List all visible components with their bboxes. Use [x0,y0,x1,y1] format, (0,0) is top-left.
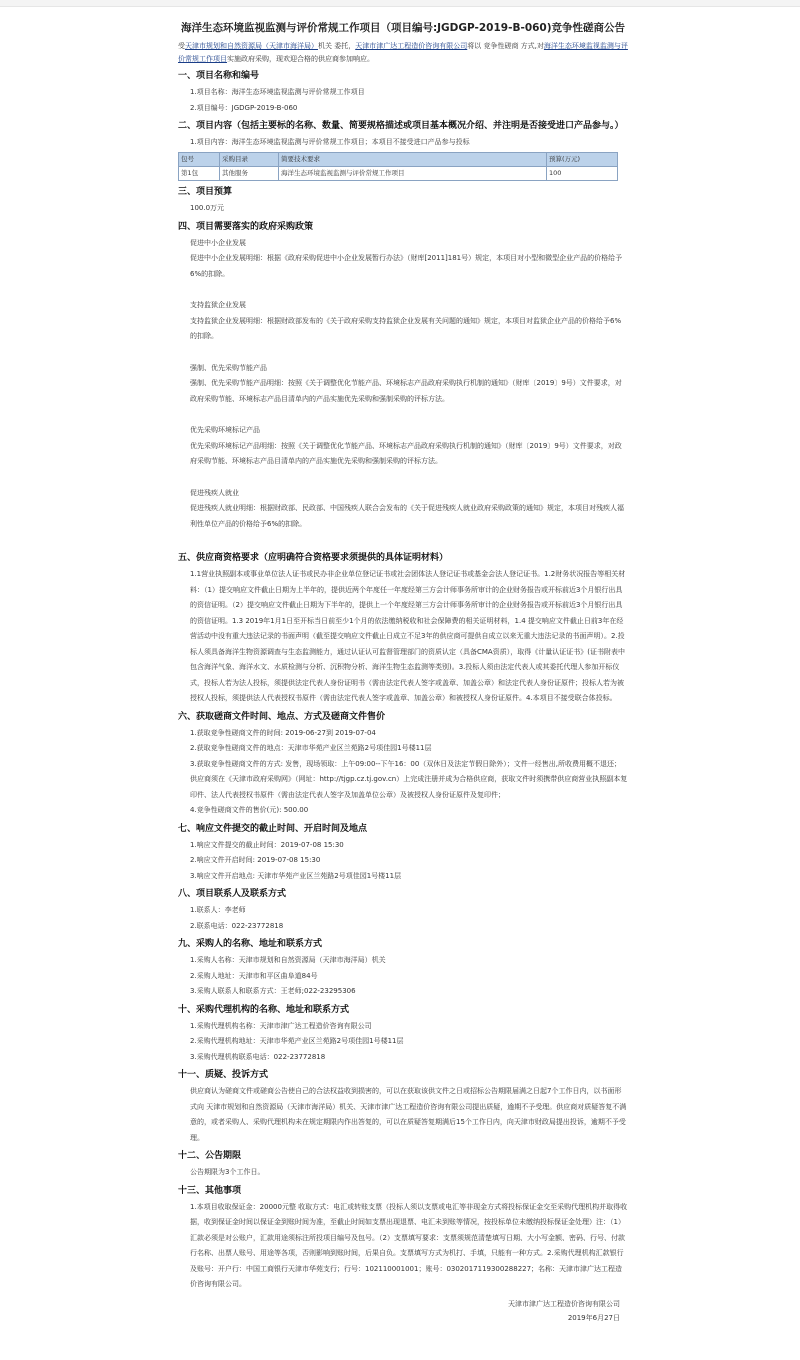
deadline-line: 1.响应文件提交的截止时间：2019-07-08 15:30 [190,840,344,849]
section-5-heading: 五、供应商资格要求（应明确符合资格要求须提供的具体证明材料） [178,553,449,564]
project-link[interactable]: 海洋生态环境监视监测与评价常规工作项目 [178,42,628,64]
cell-catalog: 其他服务 [220,167,279,181]
opening-time-line: 2.响应文件开启时间: 2019-07-08 15:30 [190,856,321,865]
section-6-heading: 六、获取磋商文件时间、地点、方式及磋商文件售价 [178,711,386,722]
announcement-document [178,21,628,1325]
signature-block [178,1297,628,1325]
intro-text-4: 实施政府采购，现欢迎合格的供应商参加响应。 [227,55,374,64]
agency-address-line: 2.采购代理机构地址：天津市华苑产业区兰苑路2号项佳园1号楼11层 [190,1037,404,1046]
purchaser-name-line: 1.采购人名称：天津市规划和自然资源局（天津市海洋局）机关 [190,956,386,965]
purchaser-link[interactable]: 天津市规划和自然资源局（天津市海洋局） [185,42,318,50]
intro-paragraph [178,40,628,66]
cell-budget: 100 [547,167,618,181]
policy-detail: 优先采购环境标记产品明细：按照《关于调整优化节能产品、环境标志产品政府采购执行机制的通知》（财库〔2019〕9号）文件要求，对政府采购节能、环境标志产品目清单内的产品实施优先采购和强制采购的评标方法。 [190,441,622,466]
contact-phone-line: 2.联系电话：022-23772818 [190,921,284,930]
col-header-package: 包号 [179,152,220,166]
section-3-heading: 三、项目预算 [178,187,233,198]
agency-phone-line: 3.采购代理机构联系电话：022-23772818 [190,1052,326,1061]
section-12-heading: 十二、公告期限 [178,1151,242,1162]
section-4-heading: 四、项目需要落实的政府采购政策 [178,221,314,232]
contact-person-line: 1.联系人：李老师 [190,906,246,915]
package-table [178,152,618,181]
announcement-period-line: 公告期限为3个工作日。 [190,1168,265,1177]
signature-date: 2019年6月27日 [567,1313,620,1322]
policy-title: 支持监狱企业发展 [190,301,246,310]
table-row [179,167,618,181]
agency-link[interactable]: 天津市津广达工程造价咨询有限公司 [355,42,468,50]
acquire-place-line: 2.获取竞争性磋商文件的地点：天津市华苑产业区兰苑路2号项佳园1号楼11层 [190,744,432,753]
policy-detail: 促进残疾人就业明细：根据财政部、民政部、中国残疾人联合会发布的《关于促进残疾人就业政府采购政策的通知》规定，本项目对残疾人福利性单位产品的价格给予6%的扣除。 [190,504,624,528]
purchaser-address-line: 2.采购人地址：天津市和平区曲阜道84号 [190,971,318,980]
opening-place-line: 3.响应文件开启地点: 天津市华苑产业区兰苑路2号项佳园1号楼11层 [190,871,402,880]
intro-text-2: 机关 委托， [318,42,356,50]
top-nav-bar [0,0,800,7]
col-header-catalog: 采购目录 [220,152,279,166]
col-header-budget: 预算(万元) [547,152,618,166]
agency-name-line: 1.采购代理机构名称：天津市津广达工程造价咨询有限公司 [190,1021,372,1030]
signature-org: 天津市津广达工程造价咨询有限公司 [508,1299,620,1308]
policy-title: 强制、优先采购节能产品 [190,363,267,372]
purchaser-contact-line: 3.采购人联系人和联系方式：王老师;022-23295306 [190,987,356,996]
complaint-text: 供应商认为磋商文件或磋商公告使自己的合法权益收到损害的，可以在获取该供文件之日或招标公告期限届满之日起7个工作日内，以书面形式向 天津市规划和自然资源局（天津市海洋局）机关、天津市津广达工程造价咨询有限公司提出质疑，逾期不予受理。供应商对质疑答复不满意的，或者采购人、采购代理机构未在规定期限内作出答复的，可以在质疑答复期满后15个工作日内，向天津市财政局提出投诉，逾期不予受理。 [190,1087,627,1142]
acquire-time-line: 1.获取竞争性磋商文件的时间: 2019-06-27到 2019-07-04 [190,728,376,737]
policy-title: 优先采购环境标记产品 [190,426,260,435]
col-header-requirements: 简要技术要求 [279,152,547,166]
section-9-heading: 九、采购人的名称、地址和联系方式 [178,939,323,950]
section-2-heading: 二、项目内容（包括主要标的名称、数量、简要规格描述或项目基本概况介绍、并注明是否接受进口产品参与。） [178,121,624,132]
cell-requirements: 海洋生态环境监视监测与评价常规工作项目 [279,167,547,181]
project-content-line: 1.项目内容：海洋生态环境监视监测与评价常规工作项目；本项目不接受进口产品参与投标 [190,138,470,147]
table-header-row [179,152,618,166]
policy-detail: 支持监狱企业发展明细：根据财政部发布的《关于政府采购支持监狱企业发展有关问题的通知》规定，本项目对监狱企业产品的价格给予6%的扣除。 [190,316,622,341]
page-title: 海洋生态环境监视监测与评价常规工作项目（项目编号:JGDGP-2019-B-060)竞争性磋商公告 [180,22,626,34]
intro-text-1: 受 [178,42,185,50]
budget-value: 100.0万元 [190,204,225,213]
section-7-heading: 七、响应文件提交的截止时间、开启时间及地点 [178,823,368,834]
intro-text-3: 将以 竞争性磋商 方式,对 [467,42,544,50]
document-price-line: 4.竞争性磋商文件的售价(元): 500.00 [190,806,309,815]
policy-detail: 强制、优先采购节能产品明细：按照《关于调整优化节能产品、环境标志产品政府采购执行机制的通知》（财库〔2019〕9号）文件要求，对政府采购节能、环境标志产品目清单内的产品实施优先采购和强制采购的评标方法。 [190,379,622,403]
section-8-heading: 八、项目联系人及联系方式 [178,889,287,900]
acquire-method-line: 3.获取竞争性磋商文件的方式: 发售，现场领取：上午09:00--下午16：00（双休日及法定节假日除外）；文件一经售出,所收费用概不退还；供应商须在《天津市政府采购网》（网址：http://tjgp.cz.tj.gov.cn）上完成注册并成为合格供应商，获取文件时须携带供应商营业执照副本复印件、法人代表授权书原件（需由法定代表人签字及加盖单位公章）及被授权人身份证原件及复印件； [190,759,628,799]
policy-title: 促进残疾人就业 [190,488,239,497]
project-number-line: 2.项目编号：JGDGP-2019-B-060 [190,103,298,112]
other-matters-text: 1.本项目收取保证金：20000元整 收取方式：电汇或转账支票（投标人须以支票或电汇等非现金方式将投标保证金交至采购代理机构并取得收据，收到保证金时间以保证金到账时间为准，至截止时间如支票出现退票、电汇未到账等情况，按投标单位未缴纳投标保证金处理）注：（1）汇款必须是对公账户，汇款用途须标注所投项目编号及包号。（2）支票填写要求：支票须规范清楚填写日期、大小写金额、密码、行号、付款行名称、出票人账号、用途等各项，否则影响到账时间，后果自负。支票填写方式为机打、手填，只能有一种方式。2.采购代理机构汇款银行及账号：开户行：中国工商银行天津市华苑支行；行号：102110001001；账号：0302017119300288227；名称：天津市津广达工程造价咨询有限公司。 [190,1202,628,1289]
policy-detail: 促进中小企业发展明细：根据《政府采购促进中小企业发展暂行办法》（财库[2011]181号）规定，本项目对小型和微型企业产品的价格给予6%的扣除。 [190,254,623,278]
section-1-heading: 一、项目名称和编号 [178,71,260,82]
section-13-heading: 十三、其他事项 [178,1185,242,1196]
cell-package: 第1包 [179,167,220,181]
section-10-heading: 十、采购代理机构的名称、地址和联系方式 [178,1004,350,1015]
project-name-line: 1.项目名称：海洋生态环境监视监测与评价常规工作项目 [190,88,365,97]
policy-title: 促进中小企业发展 [190,238,246,247]
section-11-heading: 十一、质疑、投诉方式 [178,1070,269,1081]
qualification-text: 1.1营业执照副本或事业单位法人证书或民办非企业单位登记证书或社会团体法人登记证书或基金会法人登记证书。1.2财务状况报告等相关材料：（1）提交响应文件截止日期为上半年的，提供近两个年度任一年度经第三方会计师事务所审计的企业财务报告或开标前近3个月银行出具的资信证明。（2）提交响应文件截止日期为下半年的，提供上一个年度经第三方会计师事务所审计的企业财务报告或开标前近3个月银行出具的资信证明。1.3 2019年1月1日至开标当日前至少1个月的依法缴纳税收和社会保障费的相关证明材料，1.4 提交响应文件截止日前3年在经营活动中没有重大违法记录的书面声明（截至提交响应文件截止日成立不足3年的供应商可提供自成立以来无重大违法记录的书面声明）。2.投标人须具备海洋生物资源调查与生态监测能力，通过认证认可监督管理部门的资质认定（具备CMA资质），取得《计量认证证书》(证书附表中包含海洋气象、海洋水文、水质检测与分析、沉积物分析、海洋生物生态监测等类别)。3.投标人须由法定代表人或其委托代理人参加开标仪式，投标人若为法人投标，须提供法定代表人身份证明书（需由法定代表人签字或盖章、加盖公章）和法定代表人身份证原件；投标人若为被授权人投标，须提供法人代表授权书原件（需由法定代表人签字或盖章、加盖公章）和被授权人身份证原件。4.本项目不接受联合体投标。 [190,570,626,703]
